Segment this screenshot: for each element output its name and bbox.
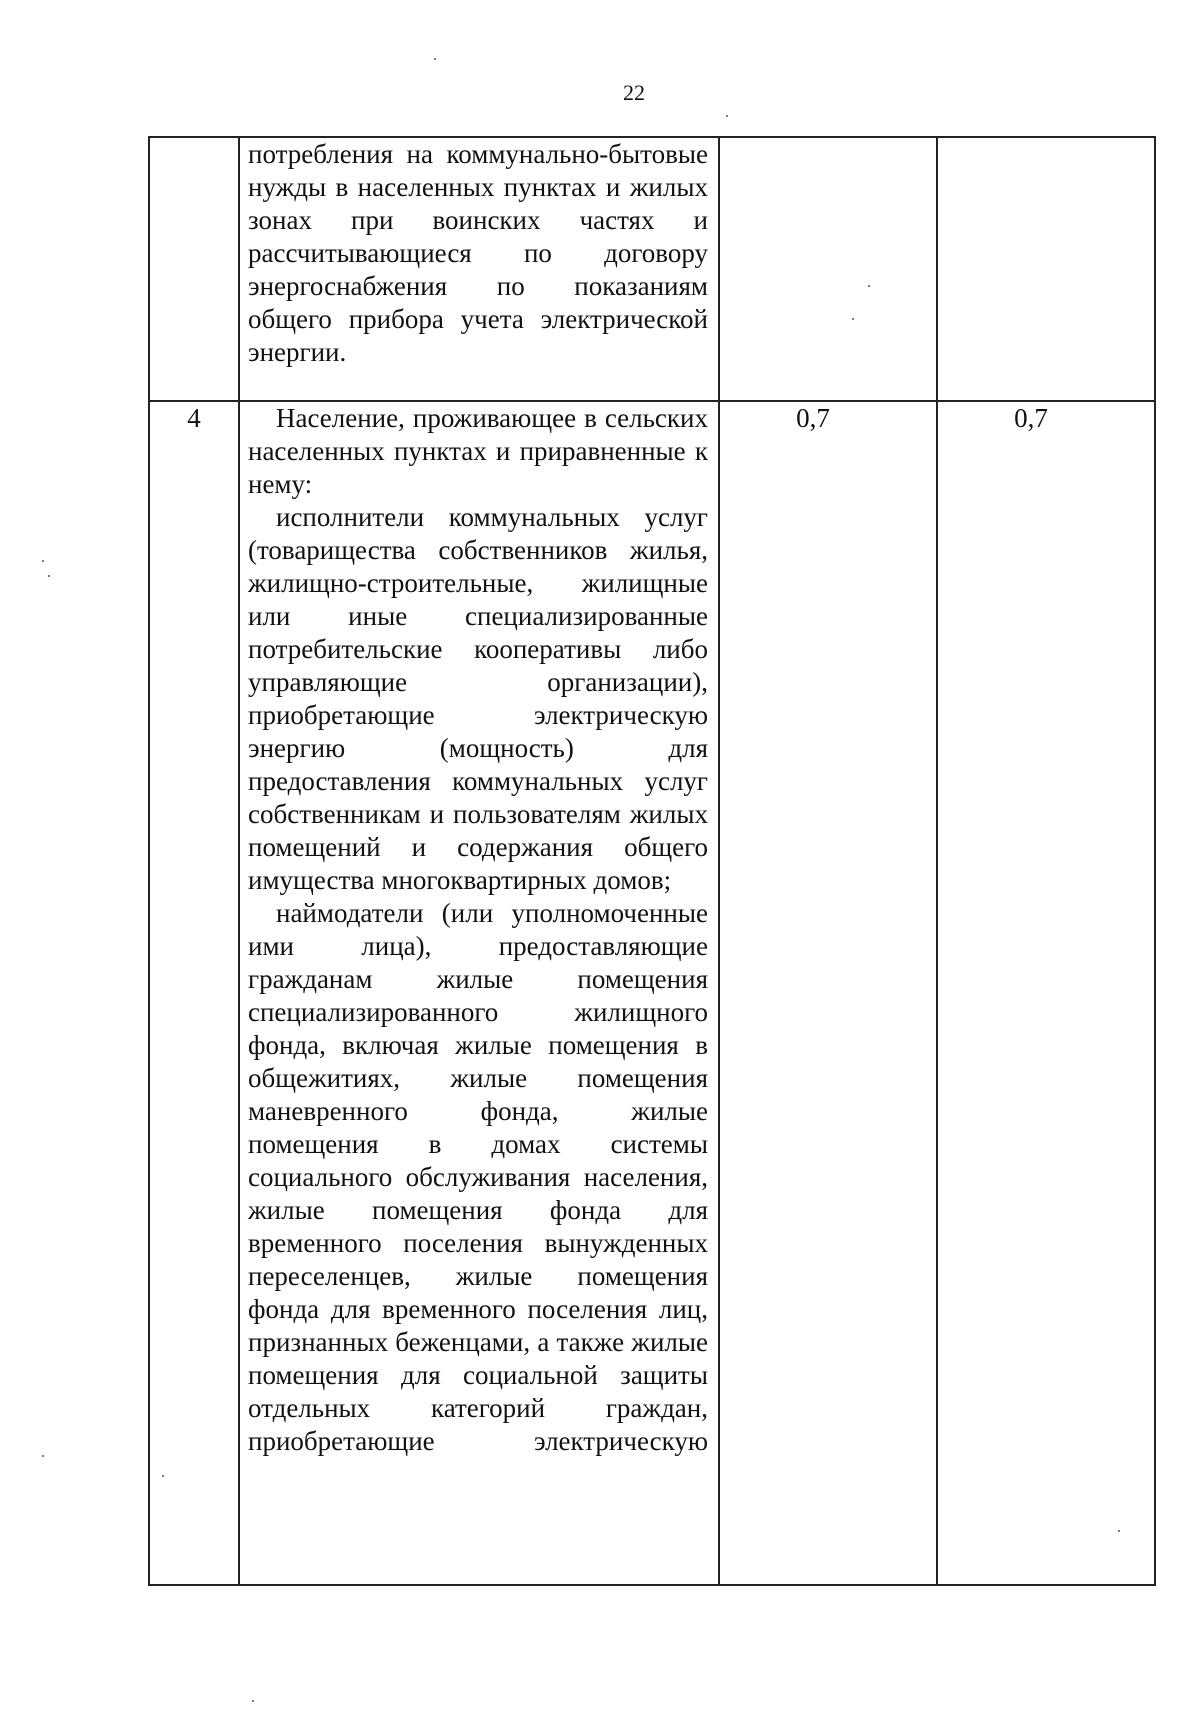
scan-speck [42, 1455, 44, 1457]
tariff-table [148, 136, 1156, 1586]
scan-speck [48, 575, 50, 577]
scan-speck [852, 318, 854, 320]
description-cell [239, 401, 719, 1585]
value-2: 0,7 [1014, 403, 1048, 433]
value-cell-1 [719, 137, 937, 401]
scan-speck [162, 1475, 164, 1477]
scan-speck [868, 285, 870, 287]
row-number: 4 [187, 403, 201, 433]
description-paragraph: потребления на коммунально-бытовые нужды в населенных пунктах и жилых зонах при воинских частях и рассчитывающиеся по договору энергоснабжения по показаниям общего прибора учета электрической энергии. [248, 139, 708, 367]
table-row [149, 137, 1155, 401]
scan-speck [42, 560, 44, 562]
value-cell-2 [937, 137, 1155, 401]
description-paragraph: исполнители коммунальных услуг (товарищества собственников жилья, жилищно-строительные, жилищные или иные специализированные потребительские кооперативы либо управляющие организации), приобретающие электрическую энергию (мощность) для предоставления коммунальных услуг собственникам и пользователям жилых помещений и содержания общего имущества многоквартирных домов; [248, 502, 708, 895]
value-cell-1 [719, 401, 937, 1585]
value-1: 0,7 [796, 403, 830, 433]
description-paragraph: Население, проживающее в сельских населенных пунктах и приравненные к нему: [248, 403, 708, 499]
description-cell [239, 137, 719, 401]
description-paragraph: наймодатели (или уполномоченные ими лица), предоставляющие гражданам жилые помещения специализированного жилищного фонда, включая жилые помещения в общежитиях, жилые помещения маневренного фонда, жилые помещения в домах системы социального обслуживания населения, жилые помещения фонда для временного поселения вынужденных переселенцев, жилые помещения фонда для временного поселения лиц, признанных беженцами, а также жилые помещения для социальной защиты отдельных категорий граждан, приобретающие электрическую [248, 898, 708, 1456]
scan-speck [1118, 1530, 1120, 1532]
scan-speck [726, 115, 728, 117]
row-number-cell [149, 401, 239, 1585]
scan-speck [252, 1700, 254, 1702]
row-number-cell [149, 137, 239, 401]
scan-speck [434, 58, 436, 60]
table-row [149, 401, 1155, 1585]
value-cell-2 [937, 401, 1155, 1585]
page-number: 22 [623, 80, 645, 105]
